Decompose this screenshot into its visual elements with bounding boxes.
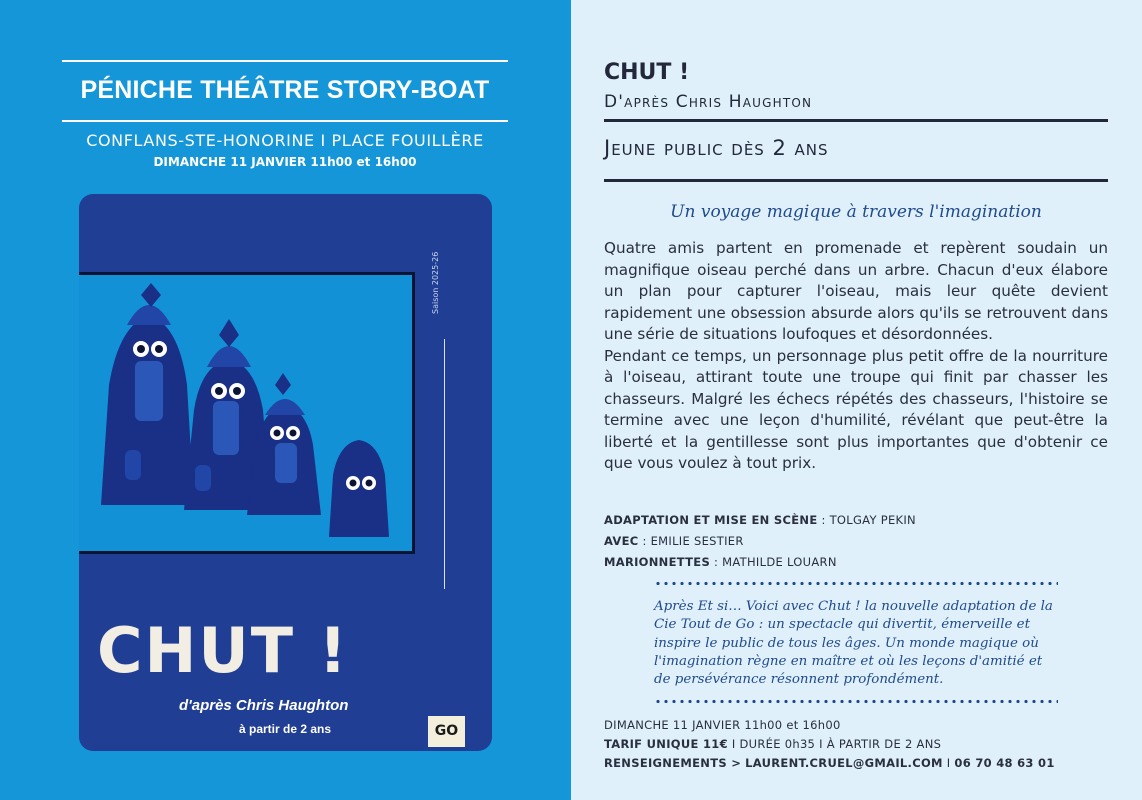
credit-item: ADAPTATION ET MISE EN SCÈNE : TOLGAY PEKIN [604, 513, 916, 527]
divider-title [604, 119, 1108, 122]
schedule-line: DIMANCHE 11 JANVIER 11h00 et 16h00 [604, 718, 841, 732]
small-character [329, 440, 389, 537]
dotted-divider-bottom [654, 700, 1058, 703]
description-paragraph: Quatre amis partent en promenade et repèrent soudain un magnifique oiseau perché dans un arbre. Chacun d'eux élabore un plan pour capturer l'oiseau, mais leur quête devient rapidement une obsession absurde alors qu'ils se retrouvent dans une série de situations loufoques et désordonnées. [604, 239, 1108, 343]
contact-email[interactable]: LAURENT.CRUEL@GMAIL.COM [745, 756, 943, 770]
poster-illustration [79, 272, 415, 554]
poster-vertical-line [444, 339, 445, 589]
hunters-illustration [79, 275, 412, 551]
contact-line: RENSEIGNEMENTS > LAURENT.CRUEL@GMAIL.COM I 06 70 48 63 01 [604, 756, 1055, 770]
divider-top [62, 60, 508, 62]
venue-name: PÉNICHE THÉÂTRE STORY-BOAT [80, 76, 490, 104]
credits-list [604, 510, 1108, 573]
tagline: Un voyage magique à travers l'imagination [670, 202, 1042, 222]
poster-author: d'après Chris Haughton [179, 697, 349, 714]
company-logo: GO [428, 716, 465, 747]
tarif-line: TARIF UNIQUE 11€ I DURÉE 0h35 I À PARTIR DE 2 ANS [604, 737, 942, 751]
show-poster [79, 194, 492, 751]
audience-label: Jeune public dès 2 ans [604, 136, 829, 160]
show-dates: DIMANCHE 11 JANVIER 11h00 et 16h00 [153, 155, 417, 169]
divider-audience [604, 179, 1108, 182]
description-paragraph: Pendant ce temps, un personnage plus petit offre de la nourriture à l'oiseau, attirant toute une troupe qui finit par chasser les chasseurs. Malgré les échecs répétés des chasseurs, l'histoire se termine avec une leçon d'humilité, révélant que peut-être la liberté et la gentillesse sont plus importantes que d'obtenir ce que vous voulez à tout prix. [604, 346, 1108, 472]
show-author: D'après Chris Haughton [604, 92, 813, 112]
venue-location: CONFLANS-STE-HONORINE I PLACE FOUILLÈRE [86, 131, 484, 150]
hunter-figure [101, 283, 194, 505]
right-panel [571, 0, 1142, 800]
quote-block: Après Et si… Voici avec Chut ! la nouvelle adaptation de la Cie Tout de Go : un spectacle qui divertit, émerveille et inspire le public de tous les âges. Un monde magique où l'imagination règne en maître et où les leçons d'amitié et de persévérance résonnent profondément. [654, 599, 1053, 688]
contact-phone[interactable]: 06 70 48 63 01 [954, 756, 1055, 770]
season-label: Saison 2025-26 [431, 251, 440, 314]
credit-item: MARIONNETTES : MATHILDE LOUARN [604, 555, 837, 569]
show-description [604, 238, 1108, 475]
divider-venue [62, 120, 508, 122]
show-title: CHUT ! [604, 60, 690, 85]
credit-item: AVEC : EMILIE SESTIER [604, 534, 744, 548]
poster-title: CHUT ! [97, 614, 349, 687]
dotted-divider-top [654, 582, 1058, 585]
poster-age: à partir de 2 ans [239, 722, 332, 736]
practical-info [604, 716, 1124, 773]
